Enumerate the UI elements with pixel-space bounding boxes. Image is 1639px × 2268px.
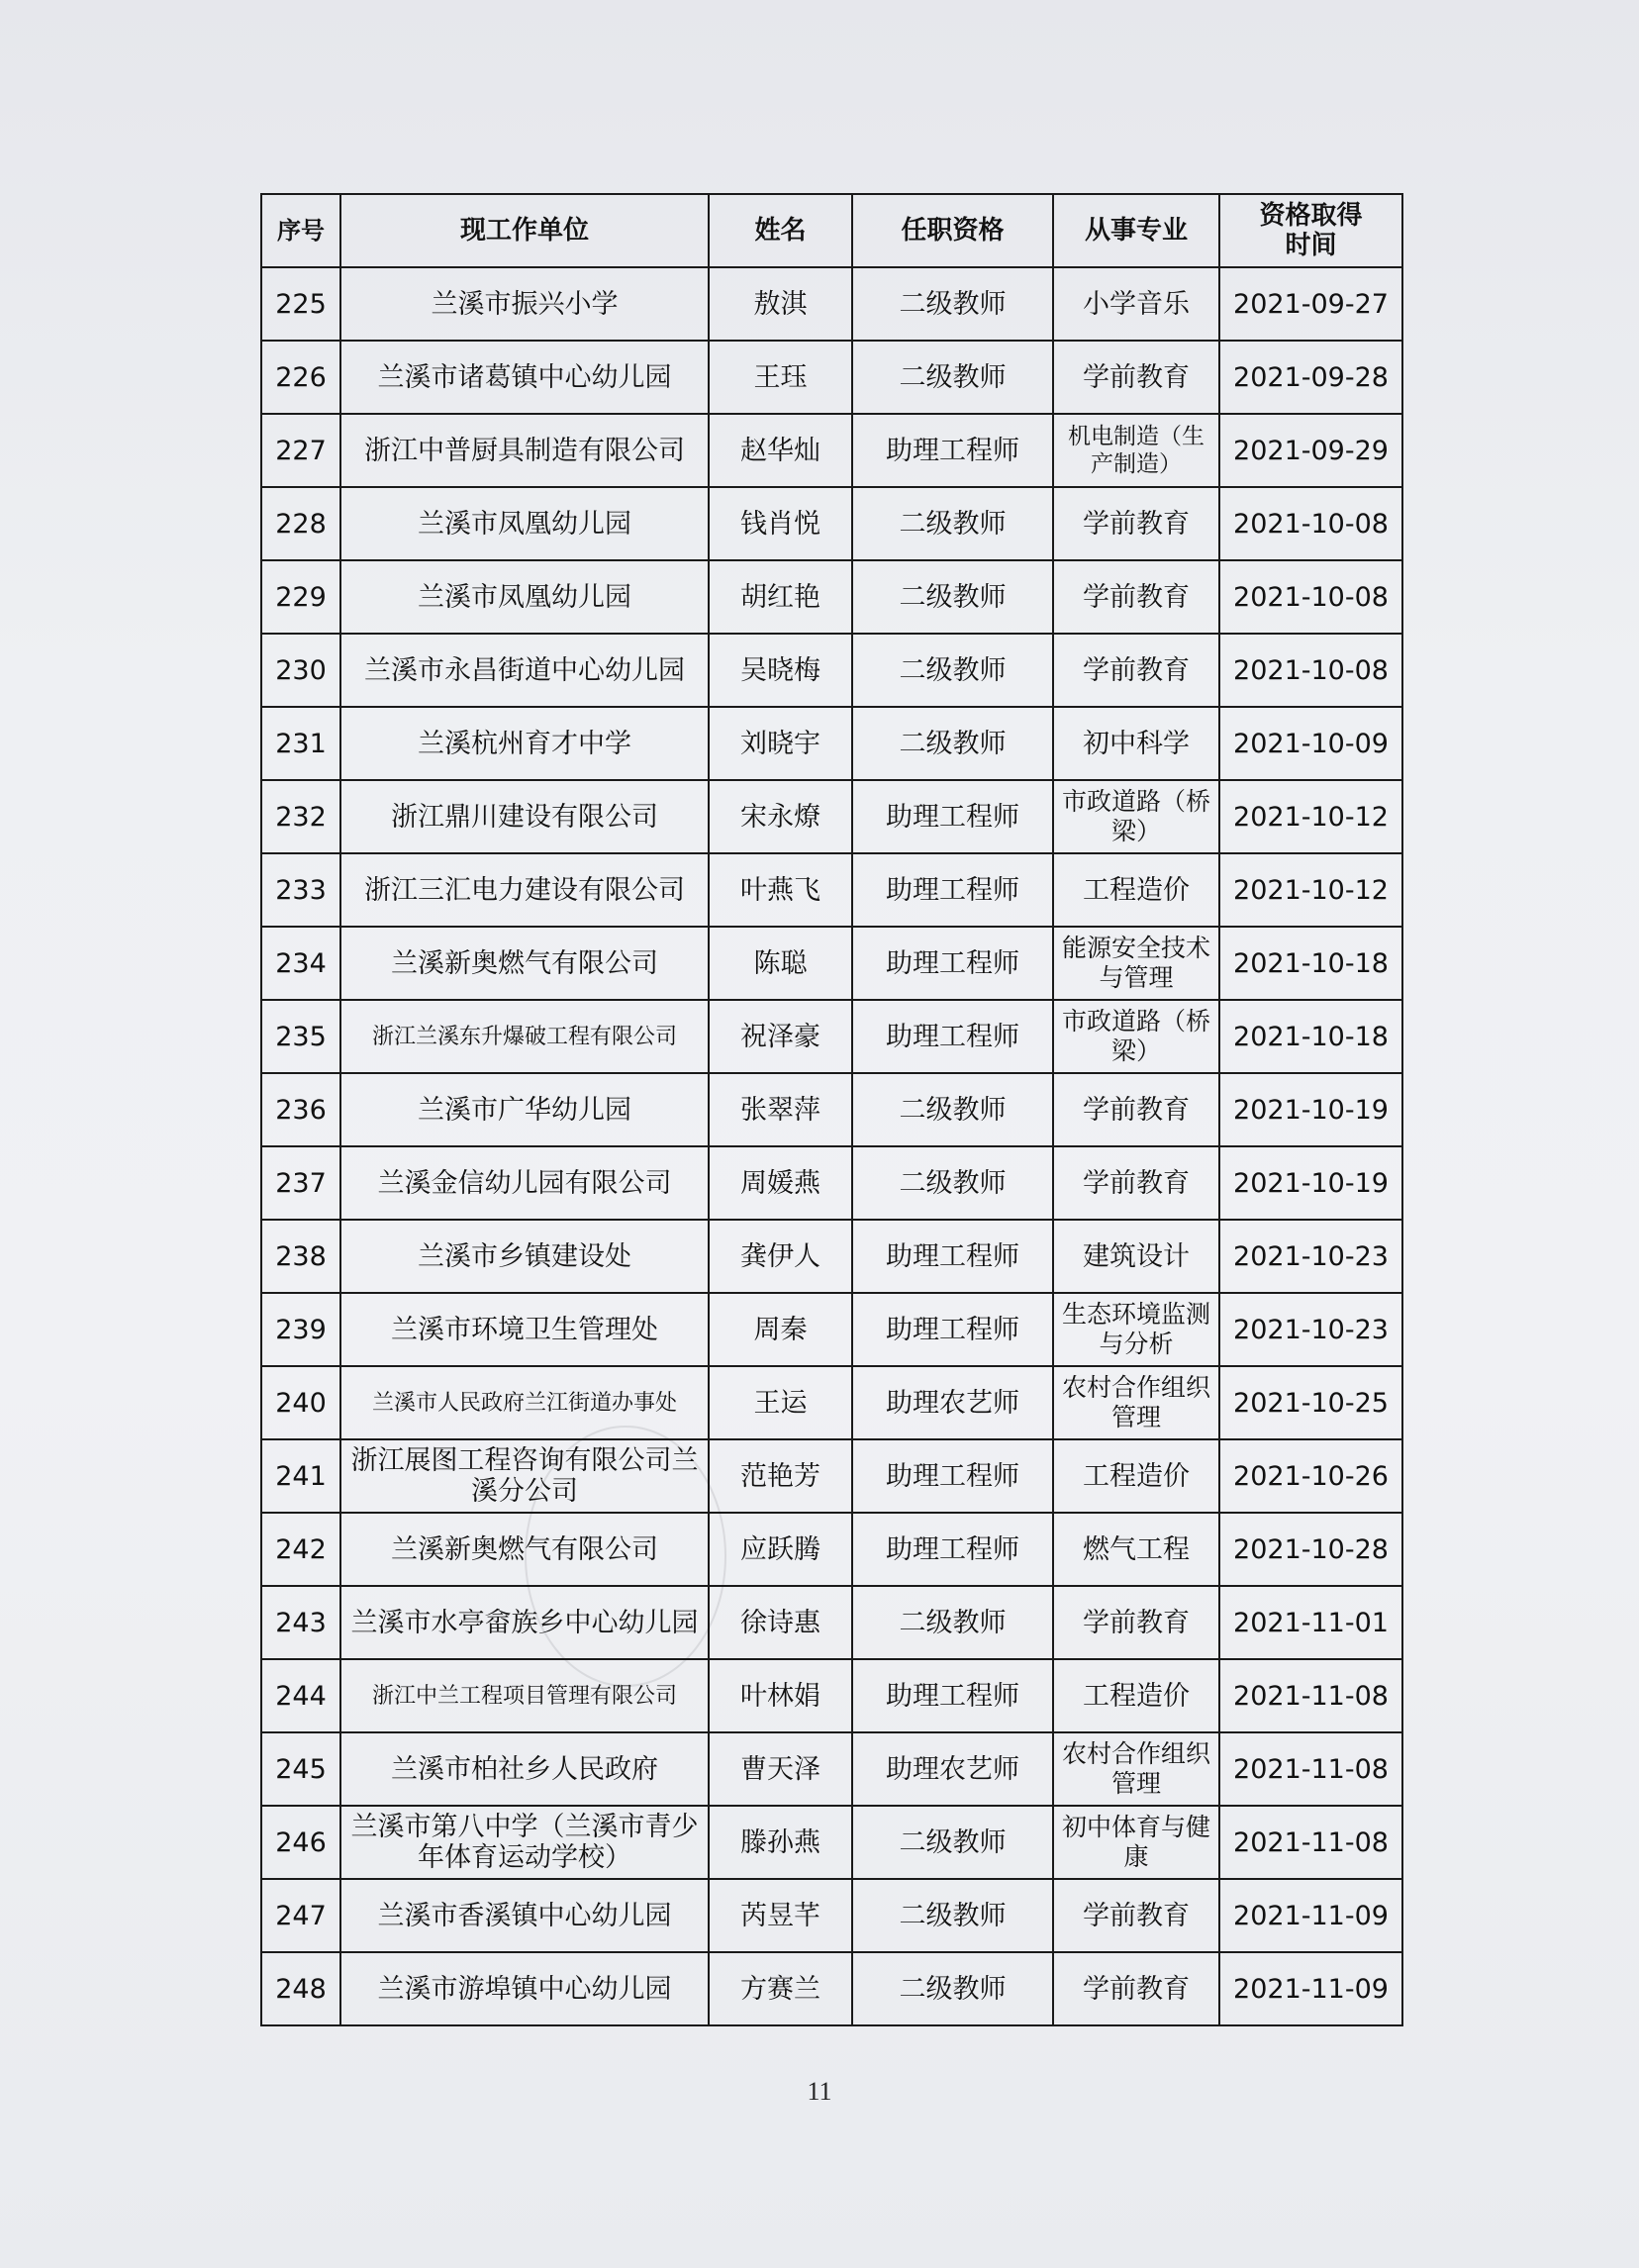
cell-date: 2021-10-25 bbox=[1219, 1366, 1402, 1439]
cell-unit: 兰溪市乡镇建设处 bbox=[340, 1220, 709, 1293]
cell-no: 235 bbox=[261, 1000, 340, 1073]
cell-no: 231 bbox=[261, 707, 340, 780]
header-major: 从事专业 bbox=[1053, 194, 1219, 267]
cell-qualification: 助理工程师 bbox=[852, 780, 1053, 853]
cell-major: 小学音乐 bbox=[1053, 267, 1219, 341]
cell-major: 工程造价 bbox=[1053, 1439, 1219, 1513]
cell-name: 芮昱芊 bbox=[709, 1879, 852, 1952]
cell-name: 刘晓宇 bbox=[709, 707, 852, 780]
cell-unit: 兰溪市凤凰幼儿园 bbox=[340, 487, 709, 560]
cell-name: 周秦 bbox=[709, 1293, 852, 1366]
cell-unit: 兰溪市香溪镇中心幼儿园 bbox=[340, 1879, 709, 1952]
cell-no: 238 bbox=[261, 1220, 340, 1293]
cell-unit: 兰溪市人民政府兰江街道办事处 bbox=[340, 1366, 709, 1439]
cell-unit: 兰溪市环境卫生管理处 bbox=[340, 1293, 709, 1366]
header-unit: 现工作单位 bbox=[340, 194, 709, 267]
cell-unit: 兰溪新奥燃气有限公司 bbox=[340, 1513, 709, 1586]
cell-major: 学前教育 bbox=[1053, 341, 1219, 414]
cell-name: 曹天泽 bbox=[709, 1732, 852, 1806]
cell-date: 2021-10-23 bbox=[1219, 1220, 1402, 1293]
cell-major: 建筑设计 bbox=[1053, 1220, 1219, 1293]
cell-unit: 兰溪金信幼儿园有限公司 bbox=[340, 1146, 709, 1220]
cell-no: 227 bbox=[261, 414, 340, 487]
cell-date: 2021-11-01 bbox=[1219, 1586, 1402, 1659]
cell-qualification: 助理工程师 bbox=[852, 1513, 1053, 1586]
cell-major: 市政道路（桥梁） bbox=[1053, 780, 1219, 853]
cell-qualification: 助理工程师 bbox=[852, 853, 1053, 927]
cell-name: 张翠萍 bbox=[709, 1073, 852, 1146]
cell-name: 叶燕飞 bbox=[709, 853, 852, 927]
cell-unit: 浙江兰溪东升爆破工程有限公司 bbox=[340, 1000, 709, 1073]
cell-date: 2021-10-18 bbox=[1219, 1000, 1402, 1073]
cell-unit: 兰溪市水亭畲族乡中心幼儿园 bbox=[340, 1586, 709, 1659]
cell-major: 生态环境监测与分析 bbox=[1053, 1293, 1219, 1366]
cell-name: 吴晓梅 bbox=[709, 634, 852, 707]
cell-no: 245 bbox=[261, 1732, 340, 1806]
cell-date: 2021-10-18 bbox=[1219, 927, 1402, 1000]
cell-no: 236 bbox=[261, 1073, 340, 1146]
cell-no: 240 bbox=[261, 1366, 340, 1439]
cell-unit: 浙江中兰工程项目管理有限公司 bbox=[340, 1659, 709, 1732]
table-row bbox=[261, 1952, 1402, 2025]
table-row bbox=[261, 707, 1402, 780]
cell-unit: 兰溪杭州育才中学 bbox=[340, 707, 709, 780]
cell-unit: 兰溪市游埠镇中心幼儿园 bbox=[340, 1952, 709, 2025]
cell-name: 叶林娟 bbox=[709, 1659, 852, 1732]
table-header-row bbox=[261, 194, 1402, 267]
table-row bbox=[261, 1732, 1402, 1806]
cell-no: 244 bbox=[261, 1659, 340, 1732]
cell-date: 2021-10-28 bbox=[1219, 1513, 1402, 1586]
cell-name: 赵华灿 bbox=[709, 414, 852, 487]
table-row bbox=[261, 560, 1402, 634]
table-row bbox=[261, 1293, 1402, 1366]
cell-qualification: 助理农艺师 bbox=[852, 1366, 1053, 1439]
cell-major: 燃气工程 bbox=[1053, 1513, 1219, 1586]
table-row bbox=[261, 1879, 1402, 1952]
cell-name: 王运 bbox=[709, 1366, 852, 1439]
table-row bbox=[261, 1000, 1402, 1073]
table-row bbox=[261, 1659, 1402, 1732]
cell-no: 233 bbox=[261, 853, 340, 927]
table-row bbox=[261, 1513, 1402, 1586]
cell-major: 市政道路（桥梁） bbox=[1053, 1000, 1219, 1073]
cell-major: 学前教育 bbox=[1053, 560, 1219, 634]
cell-qualification: 助理工程师 bbox=[852, 1439, 1053, 1513]
cell-date: 2021-10-08 bbox=[1219, 634, 1402, 707]
cell-major: 学前教育 bbox=[1053, 634, 1219, 707]
cell-major: 工程造价 bbox=[1053, 1659, 1219, 1732]
table-row bbox=[261, 927, 1402, 1000]
cell-major: 学前教育 bbox=[1053, 1146, 1219, 1220]
cell-qualification: 助理工程师 bbox=[852, 1220, 1053, 1293]
cell-qualification: 二级教师 bbox=[852, 707, 1053, 780]
cell-qualification: 二级教师 bbox=[852, 560, 1053, 634]
cell-name: 祝泽豪 bbox=[709, 1000, 852, 1073]
cell-date: 2021-11-09 bbox=[1219, 1879, 1402, 1952]
cell-no: 234 bbox=[261, 927, 340, 1000]
cell-qualification: 二级教师 bbox=[852, 341, 1053, 414]
cell-major: 学前教育 bbox=[1053, 487, 1219, 560]
cell-date: 2021-10-08 bbox=[1219, 487, 1402, 560]
cell-unit: 兰溪市诸葛镇中心幼儿园 bbox=[340, 341, 709, 414]
cell-no: 237 bbox=[261, 1146, 340, 1220]
cell-unit: 浙江鼎川建设有限公司 bbox=[340, 780, 709, 853]
header-date: 资格取得时间 bbox=[1219, 194, 1402, 267]
header-no: 序号 bbox=[261, 194, 340, 267]
cell-date: 2021-10-12 bbox=[1219, 853, 1402, 927]
cell-no: 225 bbox=[261, 267, 340, 341]
qualification-table bbox=[260, 193, 1403, 2026]
cell-qualification: 助理农艺师 bbox=[852, 1732, 1053, 1806]
cell-qualification: 二级教师 bbox=[852, 1073, 1053, 1146]
cell-no: 248 bbox=[261, 1952, 340, 2025]
cell-major: 能源安全技术与管理 bbox=[1053, 927, 1219, 1000]
cell-qualification: 二级教师 bbox=[852, 1806, 1053, 1879]
cell-date: 2021-11-08 bbox=[1219, 1806, 1402, 1879]
cell-name: 范艳芳 bbox=[709, 1439, 852, 1513]
cell-qualification: 助理工程师 bbox=[852, 414, 1053, 487]
cell-unit: 浙江三汇电力建设有限公司 bbox=[340, 853, 709, 927]
table-row bbox=[261, 1439, 1402, 1513]
cell-name: 宋永燎 bbox=[709, 780, 852, 853]
cell-name: 龚伊人 bbox=[709, 1220, 852, 1293]
cell-major: 机电制造（生产制造） bbox=[1053, 414, 1219, 487]
cell-major: 农村合作组织管理 bbox=[1053, 1732, 1219, 1806]
cell-qualification: 二级教师 bbox=[852, 1952, 1053, 2025]
cell-qualification: 二级教师 bbox=[852, 267, 1053, 341]
cell-name: 徐诗惠 bbox=[709, 1586, 852, 1659]
cell-name: 滕孙燕 bbox=[709, 1806, 852, 1879]
cell-qualification: 二级教师 bbox=[852, 1879, 1053, 1952]
cell-qualification: 二级教师 bbox=[852, 1586, 1053, 1659]
cell-name: 陈聪 bbox=[709, 927, 852, 1000]
table-row bbox=[261, 853, 1402, 927]
table-row bbox=[261, 1073, 1402, 1146]
cell-qualification: 助理工程师 bbox=[852, 927, 1053, 1000]
cell-name: 应跃腾 bbox=[709, 1513, 852, 1586]
table-row bbox=[261, 267, 1402, 341]
cell-unit: 浙江展图工程咨询有限公司兰溪分公司 bbox=[340, 1439, 709, 1513]
table-row bbox=[261, 1220, 1402, 1293]
cell-date: 2021-10-26 bbox=[1219, 1439, 1402, 1513]
table-body bbox=[261, 267, 1402, 2025]
cell-major: 学前教育 bbox=[1053, 1952, 1219, 2025]
cell-unit: 兰溪市振兴小学 bbox=[340, 267, 709, 341]
table-row bbox=[261, 487, 1402, 560]
cell-no: 239 bbox=[261, 1293, 340, 1366]
cell-name: 周媛燕 bbox=[709, 1146, 852, 1220]
cell-date: 2021-10-09 bbox=[1219, 707, 1402, 780]
cell-name: 胡红艳 bbox=[709, 560, 852, 634]
cell-unit: 兰溪新奥燃气有限公司 bbox=[340, 927, 709, 1000]
cell-no: 246 bbox=[261, 1806, 340, 1879]
cell-qualification: 助理工程师 bbox=[852, 1000, 1053, 1073]
cell-qualification: 二级教师 bbox=[852, 1146, 1053, 1220]
table-row bbox=[261, 1146, 1402, 1220]
cell-qualification: 助理工程师 bbox=[852, 1659, 1053, 1732]
cell-date: 2021-10-08 bbox=[1219, 560, 1402, 634]
cell-no: 242 bbox=[261, 1513, 340, 1586]
cell-no: 226 bbox=[261, 341, 340, 414]
cell-no: 232 bbox=[261, 780, 340, 853]
cell-major: 农村合作组织管理 bbox=[1053, 1366, 1219, 1439]
cell-major: 学前教育 bbox=[1053, 1586, 1219, 1659]
cell-unit: 兰溪市永昌街道中心幼儿园 bbox=[340, 634, 709, 707]
table-row bbox=[261, 341, 1402, 414]
cell-qualification: 二级教师 bbox=[852, 487, 1053, 560]
cell-no: 229 bbox=[261, 560, 340, 634]
table-row bbox=[261, 1366, 1402, 1439]
cell-major: 初中体育与健康 bbox=[1053, 1806, 1219, 1879]
table-row bbox=[261, 780, 1402, 853]
cell-no: 228 bbox=[261, 487, 340, 560]
cell-date: 2021-11-08 bbox=[1219, 1732, 1402, 1806]
table-row bbox=[261, 634, 1402, 707]
cell-date: 2021-10-19 bbox=[1219, 1073, 1402, 1146]
cell-name: 方赛兰 bbox=[709, 1952, 852, 2025]
cell-name: 王珏 bbox=[709, 341, 852, 414]
cell-no: 247 bbox=[261, 1879, 340, 1952]
cell-no: 243 bbox=[261, 1586, 340, 1659]
table-row bbox=[261, 1806, 1402, 1879]
cell-major: 工程造价 bbox=[1053, 853, 1219, 927]
table-row bbox=[261, 1586, 1402, 1659]
cell-date: 2021-09-28 bbox=[1219, 341, 1402, 414]
cell-no: 230 bbox=[261, 634, 340, 707]
cell-date: 2021-10-23 bbox=[1219, 1293, 1402, 1366]
cell-unit: 兰溪市第八中学（兰溪市青少年体育运动学校） bbox=[340, 1806, 709, 1879]
cell-qualification: 二级教师 bbox=[852, 634, 1053, 707]
cell-unit: 兰溪市柏社乡人民政府 bbox=[340, 1732, 709, 1806]
cell-major: 学前教育 bbox=[1053, 1073, 1219, 1146]
cell-date: 2021-10-19 bbox=[1219, 1146, 1402, 1220]
cell-unit: 浙江中普厨具制造有限公司 bbox=[340, 414, 709, 487]
header-qualification: 任职资格 bbox=[852, 194, 1053, 267]
cell-name: 敖淇 bbox=[709, 267, 852, 341]
cell-date: 2021-09-27 bbox=[1219, 267, 1402, 341]
cell-major: 初中科学 bbox=[1053, 707, 1219, 780]
page-number: 11 bbox=[807, 2077, 832, 2106]
cell-unit: 兰溪市广华幼儿园 bbox=[340, 1073, 709, 1146]
table-row bbox=[261, 414, 1402, 487]
cell-major: 学前教育 bbox=[1053, 1879, 1219, 1952]
cell-date: 2021-11-08 bbox=[1219, 1659, 1402, 1732]
cell-name: 钱肖悦 bbox=[709, 487, 852, 560]
cell-date: 2021-10-12 bbox=[1219, 780, 1402, 853]
cell-qualification: 助理工程师 bbox=[852, 1293, 1053, 1366]
cell-unit: 兰溪市凤凰幼儿园 bbox=[340, 560, 709, 634]
cell-date: 2021-11-09 bbox=[1219, 1952, 1402, 2025]
cell-no: 241 bbox=[261, 1439, 340, 1513]
header-name: 姓名 bbox=[709, 194, 852, 267]
cell-date: 2021-09-29 bbox=[1219, 414, 1402, 487]
